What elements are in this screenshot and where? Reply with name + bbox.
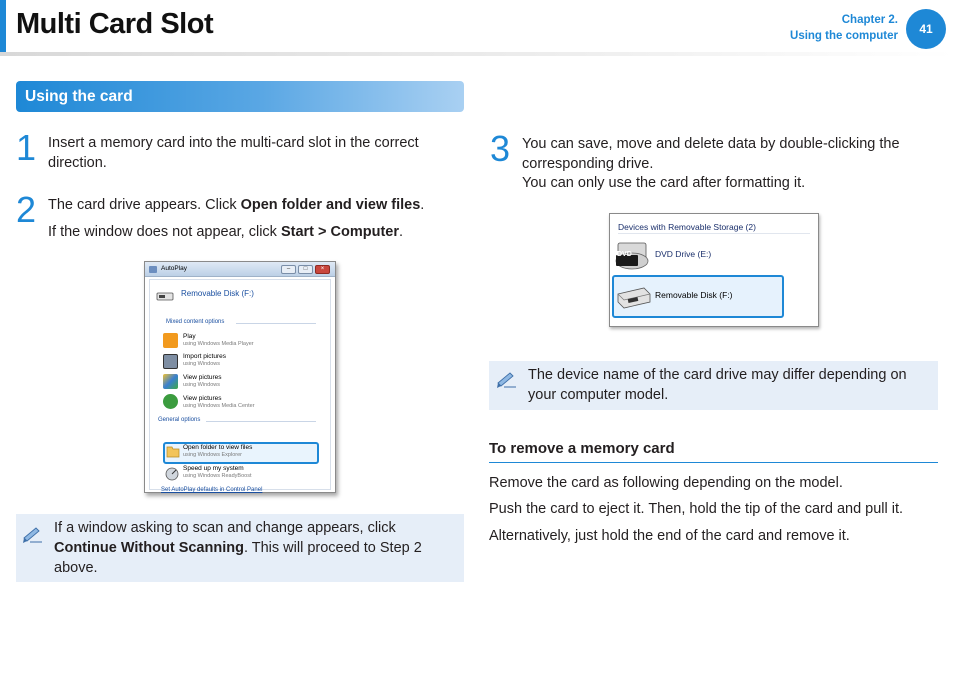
dvd-badge: DVD (617, 251, 632, 258)
note-box-left (16, 514, 464, 582)
remove-line-1: Remove the card as following depending on the model. (489, 475, 843, 491)
removable-disk-icon-large (616, 284, 652, 310)
close-button[interactable]: × (315, 265, 330, 274)
play-icon (163, 333, 178, 348)
chapter-name: Using the computer (790, 30, 898, 42)
note-right-text: The device name of the card drive may differ depending on your computer model. (528, 367, 907, 403)
note-pencil-icon (496, 369, 518, 389)
step-2-line2-prefix: If the window does not appear, click (48, 224, 281, 240)
option-mediacenter-label[interactable]: View pictures (183, 395, 222, 402)
mixed-divider (236, 323, 316, 324)
section-title: Using the card (25, 88, 133, 105)
note-box-right (489, 361, 938, 410)
note-left-bold: Continue Without Scanning (54, 540, 244, 556)
step-2-text (48, 195, 458, 215)
dvd-drive-label[interactable]: DVD Drive (E:) (655, 249, 712, 259)
step-1-text: Insert a memory card into the multi-card slot in the correct direction. (48, 135, 419, 171)
autoplay-title: AutoPlay (161, 265, 188, 272)
note-left-suffix: . This will proceed to Step 2 above. (54, 540, 422, 576)
autoplay-drive-name: Removable Disk (F:) (181, 289, 254, 298)
window-icon (149, 266, 157, 273)
note-left-prefix: If a window asking to scan and change appears, click (54, 520, 396, 536)
step-2-text-suffix: . (420, 197, 425, 213)
step-3-number: 3 (490, 128, 511, 169)
readyboost-icon (164, 466, 180, 482)
general-options-header: General options (158, 417, 201, 423)
remove-card-heading: To remove a memory card (489, 440, 675, 457)
general-divider (206, 421, 316, 422)
camera-icon (163, 354, 178, 369)
option-import-sub: using Windows (183, 361, 220, 367)
note-left-text (54, 518, 449, 578)
remove-line-3: Alternatively, just hold the end of the card and remove it. (489, 528, 850, 544)
maximize-button[interactable]: □ (298, 265, 313, 274)
header-accent-bar (0, 0, 6, 52)
step-2-separator: > (314, 224, 331, 240)
step-1-number: 1 (16, 127, 37, 168)
step-2-number: 2 (16, 189, 37, 230)
pictures-icon (163, 374, 178, 389)
minimize-button[interactable]: – (281, 265, 296, 274)
page-number-badge: 41 (906, 9, 946, 49)
option-import-label[interactable]: Import pictures (183, 353, 226, 360)
devices-window (609, 213, 819, 327)
media-center-icon (163, 394, 178, 409)
step-3-text: You can save, move and delete data by double-clicking the corresponding drive. (522, 136, 900, 172)
autoplay-defaults-link[interactable]: Set AutoPlay defaults in Control Panel (161, 487, 263, 493)
removable-disk-label[interactable]: Removable Disk (F:) (655, 290, 733, 300)
page-title: Multi Card Slot (16, 8, 214, 40)
step-2-text-prefix: The card drive appears. Click (48, 197, 241, 213)
option-view-sub: using Windows (183, 382, 220, 388)
autoplay-titlebar (145, 262, 335, 277)
option-open-folder-label[interactable]: Open folder to view files (183, 444, 253, 451)
autoplay-body (149, 279, 331, 493)
note-pencil-icon (22, 524, 44, 544)
folder-icon (166, 444, 180, 458)
option-speedup-sub: using Windows ReadyBoost (183, 473, 252, 479)
devices-divider (618, 233, 810, 234)
removable-disk-icon (156, 290, 174, 302)
remove-line-2: Push the card to eject it. Then, hold the tip of the card and pull it. (489, 501, 904, 517)
option-play-sub: using Windows Media Player (183, 341, 254, 347)
step-2-computer: Computer (330, 224, 400, 240)
mixed-content-header: Mixed content options (166, 319, 225, 325)
option-mediacenter-sub: using Windows Media Center (183, 403, 255, 409)
option-view-label[interactable]: View pictures (183, 374, 222, 381)
chapter-label: Chapter 2. (841, 14, 898, 26)
remove-card-rule (489, 462, 938, 463)
step-3-text2: You can only use the card after formatting it. (522, 175, 806, 191)
step-2-start: Start (280, 224, 314, 240)
step-2-line2-suffix: . (399, 224, 404, 240)
header-divider (0, 52, 954, 56)
chapter-info (790, 12, 898, 44)
option-play-label[interactable]: Play (183, 333, 196, 340)
option-open-folder-sub: using Windows Explorer (183, 452, 242, 458)
section-heading-bar (16, 81, 464, 112)
step-2-bold-action: Open folder and view files (240, 197, 421, 213)
step-2-line2 (48, 222, 458, 242)
autoplay-window (144, 261, 336, 493)
devices-header: Devices with Removable Storage (2) (618, 222, 756, 232)
option-speedup-label[interactable]: Speed up my system (183, 465, 244, 472)
